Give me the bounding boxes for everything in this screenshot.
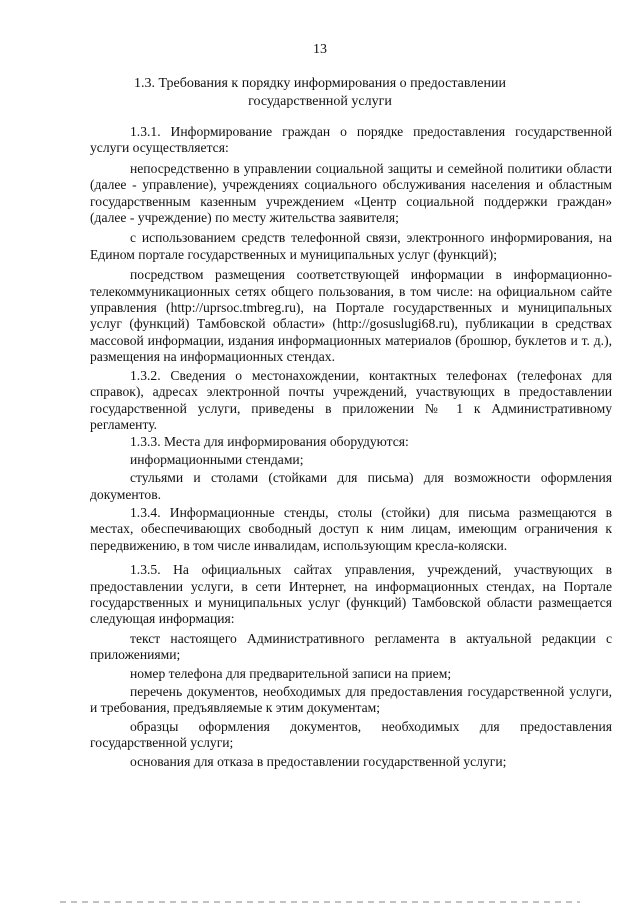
paragraph-document-list: перечень документов, необходимых для предоставления государственной услуги, и требования, предъявляемые к этим документам; xyxy=(90,684,612,716)
paragraph-phone-number: номер телефона для предварительной записи на прием; xyxy=(130,665,452,681)
paragraph-1-3-3: 1.3.3. Места для информирования оборудуются: xyxy=(130,434,409,450)
paragraph-1-3-5: 1.3.5. На официальных сайтах управления, учреждений, участвующих в предоставлении услуги, в сети Интернет, на информационных стендах, на Портале государственных и муниципальных услуг (функций) Тамбовской области размещается следующая информация: xyxy=(90,562,612,627)
section-heading-line-2: государственной услуги xyxy=(248,93,392,109)
paragraph-inperson: непосредственно в управлении социальной защиты и семейной политики области (далее - управление), учреждениях социального обслуживания населения и областным государственным казенным учреждением «Центр социальной поддержки граждан» (далее - учреждение) по месту жительства заявителя; xyxy=(90,160,612,226)
paragraph-refusal-grounds: основания для отказа в предоставлении государственной услуги; xyxy=(130,753,507,769)
paragraph-1-3-4: 1.3.4. Информационные стенды, столы (стойки) для письма размещаются в местах, обеспечивающих свободный доступ к ним лицам, имеющим ограничения к передвижению, в том числе инвалидам, использующим кресла-коляски. xyxy=(90,504,612,553)
section-heading xyxy=(120,75,520,110)
paragraph-telephone: с использованием средств телефонной связи, электронного информирования, на Едином портале государственных и муниципальных услуг (функций); xyxy=(90,230,612,262)
paragraph-regulation-text: текст настоящего Административного регламента в актуальной редакции с приложениями; xyxy=(90,630,612,663)
section-heading-line-1: 1.3. Требования к порядку информирования о предоставлении xyxy=(134,76,506,91)
page-number: 13 xyxy=(313,42,327,57)
paragraph-stands: информационными стендами; xyxy=(130,451,304,467)
document-body xyxy=(90,124,612,770)
paragraph-publication: посредством размещения соответствующей информации в информационно-телекоммуникационных сетях общего пользования, в том числе: на официальном сайте управления (http://uprsoc.tmbreg.ru), на Портале государственных и муниципальных услуг (функций) Тамбовской области» (http://gosuslugi68.ru), публикации в средствах массовой информации, издания информационных материалов (брошюр, буклетов и т. д.), размещения на информационных стендах. xyxy=(90,267,612,365)
paragraph-1-3-1: 1.3.1. Информирование граждан о порядке предоставления государственной услуги осуществляется: xyxy=(90,124,612,156)
scan-edge-artifact xyxy=(60,901,580,903)
paragraph-1-3-2: 1.3.2. Сведения о местонахождении, контактных телефонах (телефонах для справок), адресах электронной почты учреждений, участвующих в предоставлении государственной услуги, приведены в приложении № 1 к Административному регламенту. xyxy=(90,367,612,432)
paragraph-chairs-tables: стульями и столами (стойками для письма) для возможности оформления документов. xyxy=(90,470,612,502)
paragraph-document-samples: образцы оформления документов, необходимых для предоставления государственной услуги; xyxy=(90,718,612,751)
